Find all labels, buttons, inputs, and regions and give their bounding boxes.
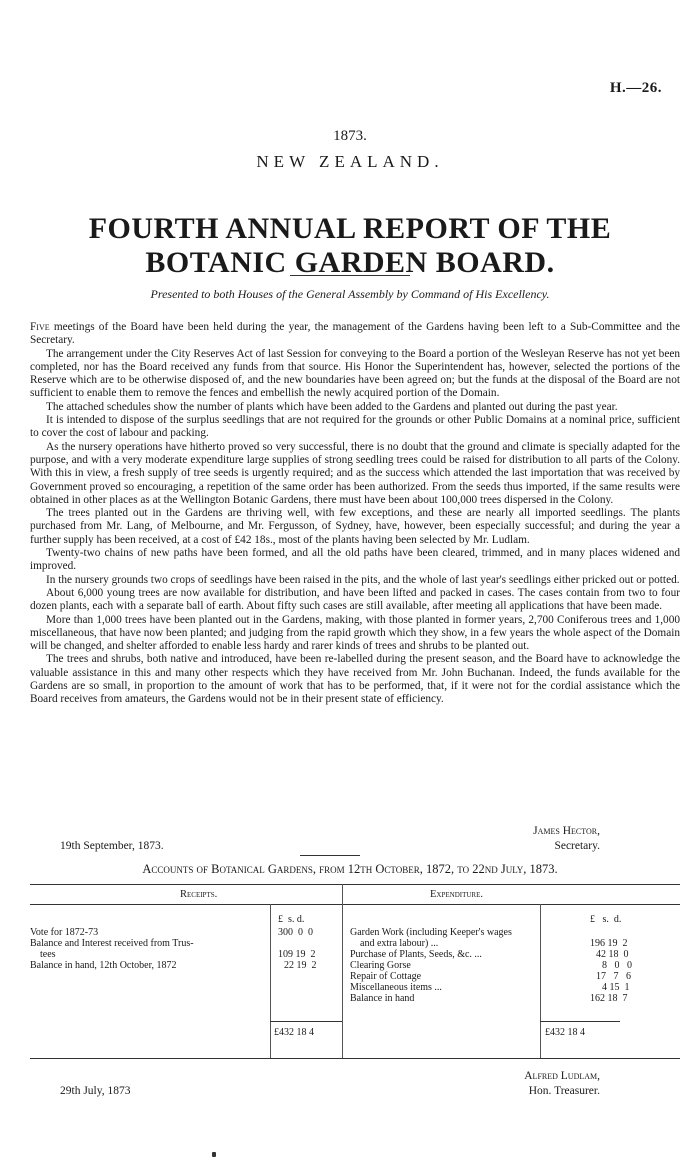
receipt-label: Vote for 1872-73 — [30, 927, 99, 938]
expenditure-label: Clearing Gorse — [350, 960, 411, 971]
paragraph: The attached schedules show the number of plants which have been added to the Gardens and planted out during the past year. — [46, 400, 618, 413]
column-divider — [342, 884, 343, 1058]
expenditure-total-rule — [540, 1021, 620, 1022]
paragraph: As the nursery operations have hitherto proved so very successful, there is no doubt that the ground and climate is specially adapted for the purpose, and with a very moderate expenditure large supplies of strong seedling trees could be raised for distribution to all parts of the Colony. With this in view, a fresh supply of tree seeds is urgently required; and as the success which attended the last importation that was received by Government proved so encouraging, a repetition of the same order has been authorized. From the seeds thus imported, if the same results were obtained in other places as at the Wellington Botanic Gardens, there must have been about 100,000 trees dispersed in the Colony. — [30, 440, 680, 506]
expenditure-label: Garden Work (including Keeper's wages — [350, 927, 512, 938]
expenditure-amount: 4 15 1 — [602, 982, 630, 993]
table-bottom-rule — [30, 1058, 680, 1059]
country-heading: NEW ZEALAND. — [256, 152, 444, 171]
receipt-label: Balance and Interest received from Trus- — [30, 938, 194, 949]
report-subtitle: Presented to both Houses of the General Assembly by Command of His Excellency. — [150, 287, 550, 301]
expenditure-label: Repair of Cottage — [350, 971, 422, 982]
header-rule — [30, 904, 680, 905]
expenditure-amount: 17 7 6 — [596, 971, 631, 982]
table-top-rule — [30, 884, 680, 885]
treasurer-name: Alfred Ludlam, — [524, 1070, 600, 1082]
paragraph: The trees and shrubs, both native and introduced, have been re-labelled during the present season, and the Board have to acknowledge the valuable assistance in this and many other respects which they have received from Mr. John Buchanan. Indeed, the funds available for the Gardens are so small, in proportion to the amount of work that has to be performed, that, if it were not for the cordial assistance which the Board receives from amateurs, the Gardens would not be in their present state of efficiency. — [30, 653, 680, 706]
paragraph: The trees planted out in the Gardens are thriving well, with few exceptions, and these are nearly all imported seedlings. The plants purchased from Mr. Lang, of Melbourne, and Mr. Fergusson, of Sydney, have, however, been especially successful; and during the year a further supply has been received, at a cost of £42 18s., most of the plants having been selected by Mr. Ludlam. — [30, 507, 680, 546]
report-body — [30, 321, 680, 707]
receipts-currency-heading: £ s. d. — [278, 914, 305, 925]
paragraph: Twenty-two chains of new paths have been formed, and all the old paths have been cleared, trimmed, and in many places widened and improved. — [30, 547, 680, 573]
expenditure-amount: 196 19 2 — [590, 938, 628, 949]
ink-mark — [212, 1152, 216, 1157]
expenditure-header: Expenditure. — [430, 889, 483, 900]
expenditure-total: £432 18 4 — [545, 1027, 585, 1038]
receipt-label-continued: tees — [40, 949, 56, 960]
receipts-total-rule — [270, 1021, 342, 1022]
expenditure-currency-heading: £ s. d. — [590, 914, 622, 925]
report-date: 19th September, 1873. — [60, 840, 164, 852]
secretary-name: James Hector, — [533, 825, 600, 837]
paragraph: The arrangement under the City Reserves Act of last Session for conveying to the Board a portion of the Wesleyan Reserve has not yet been completed, nor has the Board received any funds from that source. His Honor the Superintendent has, however, selected the portions of the Reserve which are to be otherwise disposed of, and the new boundaries have been agreed on; but the funds at the disposal of the Board are not sufficient to enable them to remove the fences and embellish the newly acquired portion of the Domain. — [30, 347, 680, 400]
expenditure-label: Balance in hand — [350, 993, 415, 1004]
expenditure-amount: 42 18 0 — [596, 949, 629, 960]
expenditure-amount: 8 0 0 — [602, 960, 632, 971]
report-year: 1873. — [333, 128, 367, 144]
title-divider — [290, 275, 410, 276]
accounts-date: 29th July, 1873 — [60, 1085, 131, 1097]
receipt-amount: 109 19 2 — [278, 949, 316, 960]
expenditure-label-continued: and extra labour) ... — [360, 938, 439, 949]
receipts-header: Receipts. — [180, 889, 218, 900]
paragraph-lead: Five — [30, 321, 50, 333]
receipt-amount: 22 19 2 — [284, 960, 317, 971]
paragraph: More than 1,000 trees have been planted out in the Gardens, making, with those planted in former years, 2,700 Coniferous trees and 1,000 miscellaneous, that have now been planted; and judging from the rapid growth which they show, in a few years the whole aspect of the Domain will be changed, and shelter afforded to enable less hardy and rarer kinds of trees and shrubs to be planted out. — [30, 613, 680, 653]
receipt-label: Balance in hand, 12th October, 1872 — [30, 960, 177, 971]
receipt-amount: 300 0 0 — [278, 927, 313, 938]
section-divider — [300, 855, 360, 856]
expenditure-amount: 162 18 7 — [590, 993, 628, 1004]
column-divider — [270, 904, 271, 1058]
paragraph: Five meetings of the Board have been held during the year, the management of the Gardens having been left to a Sub-Committee and the Secretary. — [30, 321, 680, 347]
accounts-title: Accounts of Botanical Gardens, from 12th October, 1872, to 22nd July, 1873. — [142, 862, 558, 876]
paragraph: About 6,000 young trees are now available for distribution, and have been lifted and packed in cases. The cases contain from two to four dozen plants, each with a separate ball of earth. About fifty such cases are still available, after meeting all applications that have been made. — [30, 586, 680, 613]
report-title: FOURTH ANNUAL REPORT OF THE BOTANIC GARDEN BOARD. — [88, 212, 612, 279]
paragraph: It is intended to dispose of the surplus seedlings that are not required for the grounds or other Public Domains at a nominal price, sufficient to cover the cost of labour and packing. — [30, 414, 680, 440]
paragraph: In the nursery grounds two crops of seedlings have been raised in the pits, and the whole of last year's seedlings either pricked out or potted. — [46, 573, 680, 586]
column-divider — [540, 904, 541, 1058]
expenditure-label: Miscellaneous items ... — [350, 982, 442, 993]
expenditure-label: Purchase of Plants, Seeds, &c. ... — [350, 949, 482, 960]
receipts-total: £432 18 4 — [274, 1027, 314, 1038]
paper-reference: H.—26. — [609, 80, 662, 96]
treasurer-title: Hon. Treasurer. — [528, 1085, 600, 1097]
secretary-title: Secretary. — [554, 840, 600, 852]
